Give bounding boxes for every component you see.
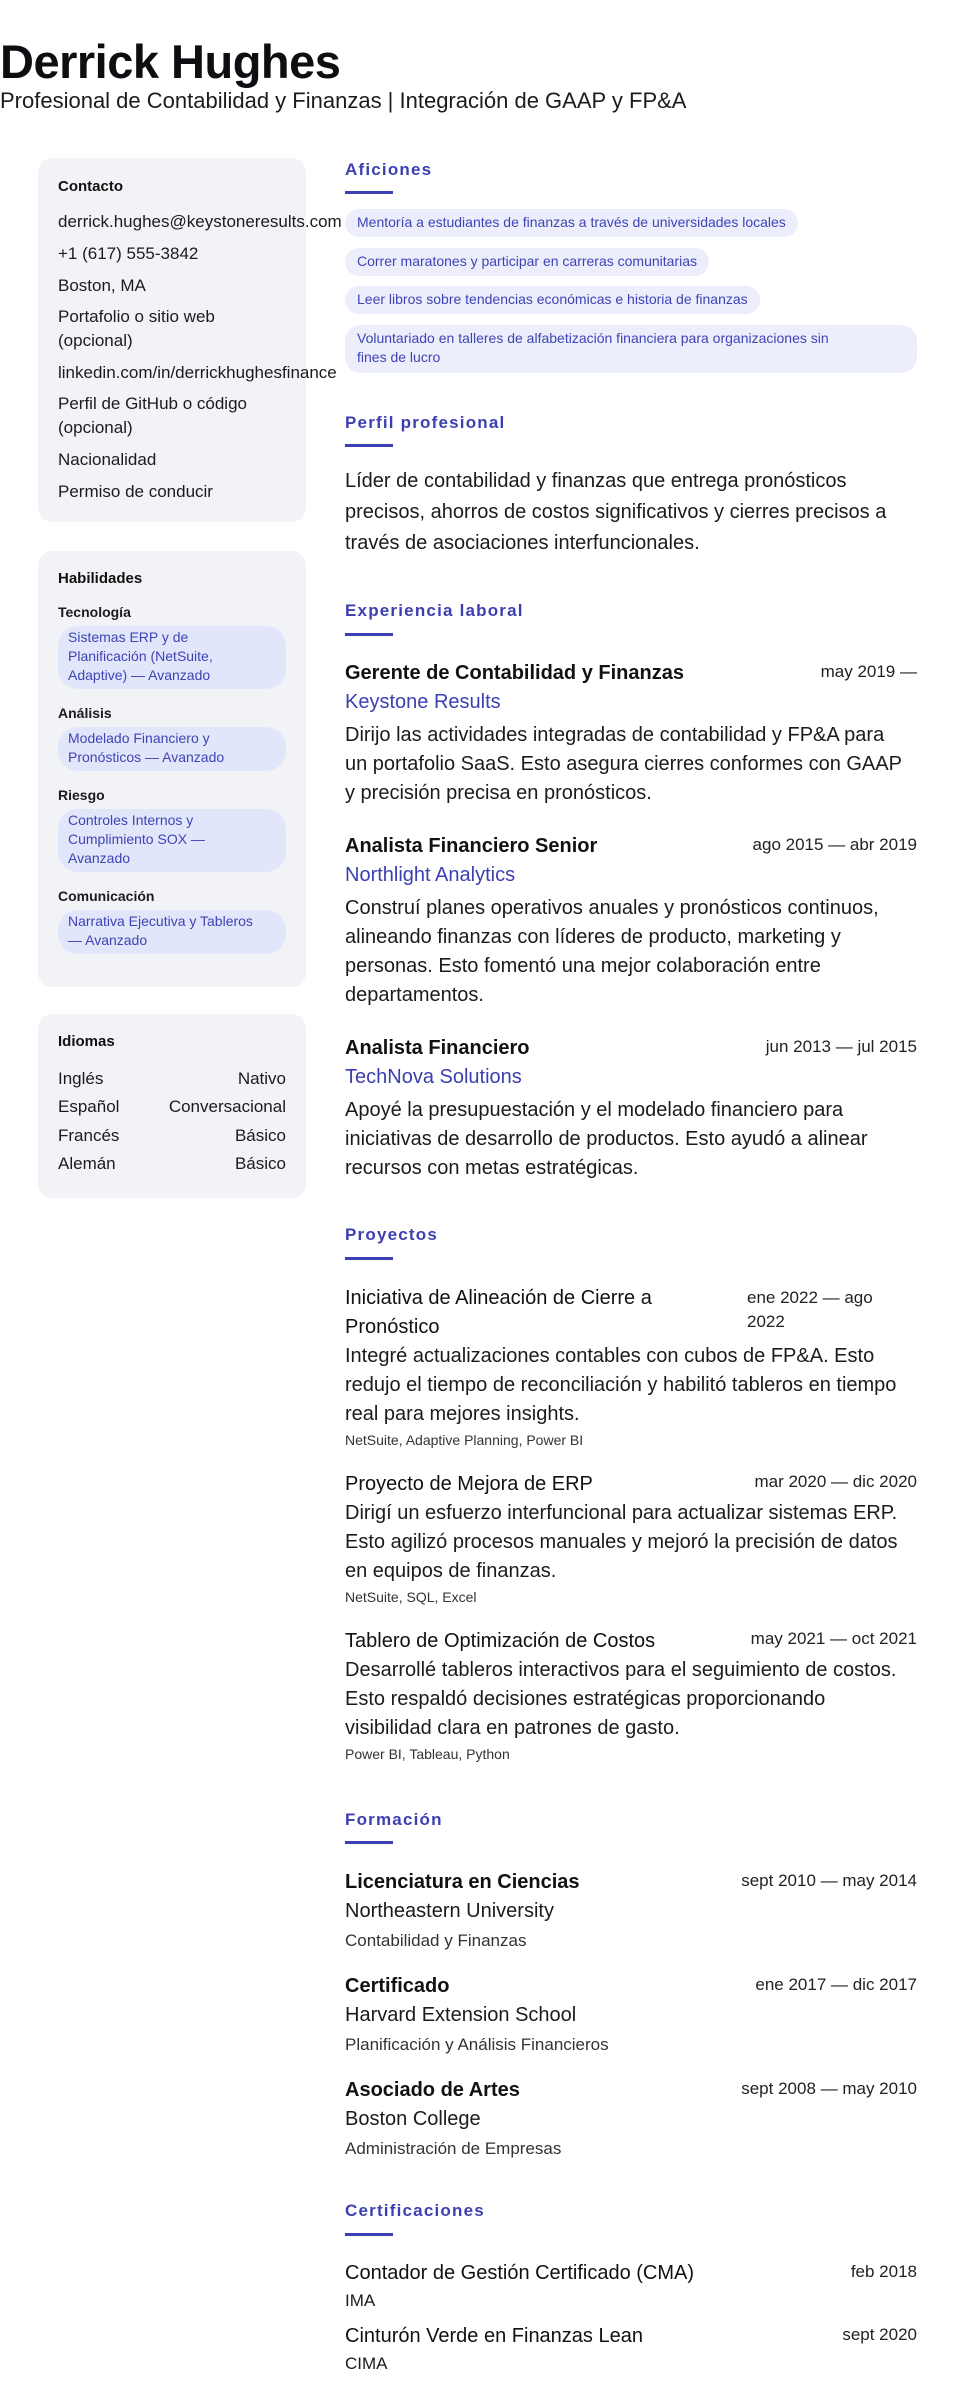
skills-title: Habilidades — [58, 570, 143, 587]
projects-section-rule — [345, 1257, 393, 1260]
certification-issuer: IMA — [345, 2291, 376, 2310]
education-school: Harvard Extension School — [345, 2004, 577, 2026]
job-description: Construí planes operativos anuales y pronósticos continuos, alineando finanzas con líderes de producto, marketing y personas. Esto fomentó una mejor colaboración entre departamentos. — [345, 897, 879, 1006]
contact-github[interactable]: Perfil de GitHub o código — [58, 394, 247, 413]
skills-card — [38, 551, 306, 987]
project-date: mar 2020 — dic 2020 — [754, 1472, 917, 1491]
language-level: Básico — [234, 1154, 286, 1173]
experience-item — [345, 833, 917, 1013]
job-title: Analista Financiero Senior — [345, 835, 598, 857]
job-title: Gerente de Contabilidad y Finanzas — [345, 662, 684, 684]
certification-date: sept 2020 — [842, 2325, 917, 2344]
language-name: Inglés — [58, 1069, 104, 1088]
education-date: sept 2008 — may 2010 — [741, 2079, 917, 2098]
skill-pill-risk: Controles Internos y Cumplimiento SOX — Avanzado — [58, 809, 286, 872]
education-field: Contabilidad y Finanzas — [345, 1931, 527, 1950]
language-name: Español — [58, 1097, 120, 1116]
experience-section-title: Experiencia laboral — [345, 601, 524, 620]
education-degree: Asociado de Artes — [345, 2079, 520, 2101]
education-section-title: Formación — [345, 1810, 443, 1829]
projects-section-title: Proyectos — [345, 1225, 439, 1244]
language-row — [58, 1126, 286, 1146]
certification-name: Cinturón Verde en Finanzas Lean — [345, 2325, 643, 2347]
contact-linkedin[interactable]: linkedin.com/in/derrickhughesfinance — [58, 363, 337, 382]
hobby-pill: Correr maratones y participar en carreras comunitarias — [345, 248, 709, 276]
hobbies-section-title: Aficiones — [345, 160, 433, 179]
language-level: Básico — [234, 1126, 286, 1145]
experience-item — [345, 660, 917, 810]
project-item — [345, 1284, 917, 1454]
contact-title: Contacto — [58, 178, 123, 195]
job-date: may 2019 — — [820, 662, 917, 681]
profile-section-rule — [345, 444, 393, 447]
project-date: may 2021 — oct 2021 — [750, 1629, 917, 1648]
contact-portfolio-note: (opcional) — [58, 331, 133, 350]
skill-category-analysis: Análisis — [58, 705, 112, 721]
contact-location: Boston, MA — [58, 276, 146, 295]
language-level: Nativo — [237, 1069, 286, 1088]
education-item — [345, 1973, 917, 2063]
project-tech-stack: NetSuite, Adaptive Planning, Power BI — [345, 1432, 584, 1448]
language-level: Conversacional — [168, 1097, 286, 1116]
project-item — [345, 1470, 917, 1610]
language-name: Francés — [58, 1126, 120, 1145]
project-tech-stack: NetSuite, SQL, Excel — [345, 1589, 477, 1605]
education-degree: Certificado — [345, 1975, 450, 1997]
project-item — [345, 1627, 917, 1767]
experience-section-rule — [345, 633, 393, 636]
language-row — [58, 1097, 286, 1117]
hobbies-section-rule — [345, 191, 393, 194]
contact-nationality: Nacionalidad — [58, 450, 157, 469]
education-school: Northeastern University — [345, 1900, 554, 1922]
project-title: Tablero de Optimización de Costos — [345, 1630, 656, 1652]
contact-portfolio[interactable]: Portafolio o sitio web — [58, 307, 215, 326]
candidate-headline: Profesional de Contabilidad y Finanzas | Integración de GAAP y FP&A — [0, 88, 687, 113]
education-field: Administración de Empresas — [345, 2139, 562, 2158]
profile-summary: Líder de contabilidad y finanzas que entrega pronósticos precisos, ahorros de costos significativos y cierres precisos a través de asociaciones interfuncionales. — [345, 470, 887, 554]
hobby-pill: Mentoría a estudiantes de finanzas a través de universidades locales — [345, 209, 798, 237]
candidate-name: Derrick Hughes — [0, 35, 341, 88]
contact-github-note: (opcional) — [58, 418, 133, 437]
company-name: TechNova Solutions — [345, 1066, 522, 1088]
company-name: Keystone Results — [345, 691, 501, 713]
certifications-section-rule — [345, 2233, 393, 2236]
profile-section-title: Perfil profesional — [345, 413, 506, 432]
education-item — [345, 2077, 917, 2167]
certifications-section-title: Certificaciones — [345, 2201, 485, 2220]
contact-email[interactable]: derrick.hughes@keystoneresults.com — [58, 212, 342, 231]
languages-title: Idiomas — [58, 1033, 115, 1050]
languages-card — [38, 1014, 306, 1198]
language-row — [58, 1069, 286, 1089]
education-field: Planificación y Análisis Financieros — [345, 2035, 609, 2054]
job-date: ago 2015 — abr 2019 — [752, 835, 917, 854]
contact-card — [38, 158, 342, 522]
contact-license: Permiso de conducir — [58, 482, 213, 501]
skill-pill-analysis: Modelado Financiero y Pronósticos — Avanzado — [58, 727, 286, 771]
language-name: Alemán — [58, 1154, 116, 1173]
project-title: Iniciativa de Alineación de Cierre a Pronóstico — [345, 1287, 652, 1338]
project-date: ene 2022 — ago 2022 — [747, 1288, 873, 1331]
language-row — [58, 1154, 286, 1174]
education-degree: Licenciatura en Ciencias — [345, 1871, 580, 1893]
job-date: jun 2013 — jul 2015 — [765, 1037, 917, 1056]
education-school: Boston College — [345, 2108, 481, 2130]
company-name: Northlight Analytics — [345, 864, 516, 886]
job-description: Apoyé la presupuestación y el modelado financiero para iniciativas de desarrollo de productos. Esto ayudó a alinear recursos con metas estratégicas. — [345, 1099, 868, 1179]
project-description: Desarrollé tableros interactivos para el seguimiento de costos. Esto respaldó decisiones estratégicas proporcionando visibilidad clara en patrones de gasto. — [345, 1659, 897, 1739]
certification-date: feb 2018 — [850, 2262, 917, 2281]
education-date: sept 2010 — may 2014 — [741, 1871, 917, 1890]
skill-category-communication: Comunicación — [58, 888, 155, 904]
skill-category-risk: Riesgo — [58, 787, 105, 803]
project-description: Dirigí un esfuerzo interfuncional para actualizar sistemas ERP. Esto agilizó procesos manuales y mejoró la precisión de datos en equipos de finanzas. — [345, 1502, 898, 1582]
job-title: Analista Financiero — [345, 1037, 530, 1059]
certification-name: Contador de Gestión Certificado (CMA) — [345, 2262, 695, 2284]
skill-pill-technology: Sistemas ERP y de Planificación (NetSuite, Adaptive) — Avanzado — [58, 626, 286, 689]
education-date: ene 2017 — dic 2017 — [755, 1975, 917, 1994]
certification-issuer: CIMA — [345, 2354, 388, 2373]
job-description: Dirijo las actividades integradas de contabilidad y FP&A para un portafolio SaaS. Esto asegura cierres conformes con GAAP y precisión precisa en pronósticos. — [345, 724, 902, 804]
certification-item — [345, 2323, 917, 2379]
experience-item — [345, 1035, 917, 1185]
hobby-pill: Voluntariado en talleres de alfabetización financiera para organizaciones sin fines de lucro — [345, 325, 917, 373]
project-description: Integré actualizaciones contables con cubos de FP&A. Esto redujo el tiempo de reconciliación y habilitó tableros en tiempo real para mejores insights. — [345, 1345, 897, 1425]
skill-category-technology: Tecnología — [58, 604, 131, 620]
skill-pill-communication: Narrativa Ejecutiva y Tableros — Avanzado — [58, 910, 286, 954]
education-section-rule — [345, 1841, 393, 1844]
project-title: Proyecto de Mejora de ERP — [345, 1473, 593, 1495]
education-item — [345, 1869, 917, 1959]
certification-item — [345, 2260, 917, 2316]
hobby-pill: Leer libros sobre tendencias económicas e historia de finanzas — [345, 286, 760, 314]
contact-phone[interactable]: +1 (617) 555-3842 — [58, 244, 199, 263]
project-tech-stack: Power BI, Tableau, Python — [345, 1746, 510, 1762]
